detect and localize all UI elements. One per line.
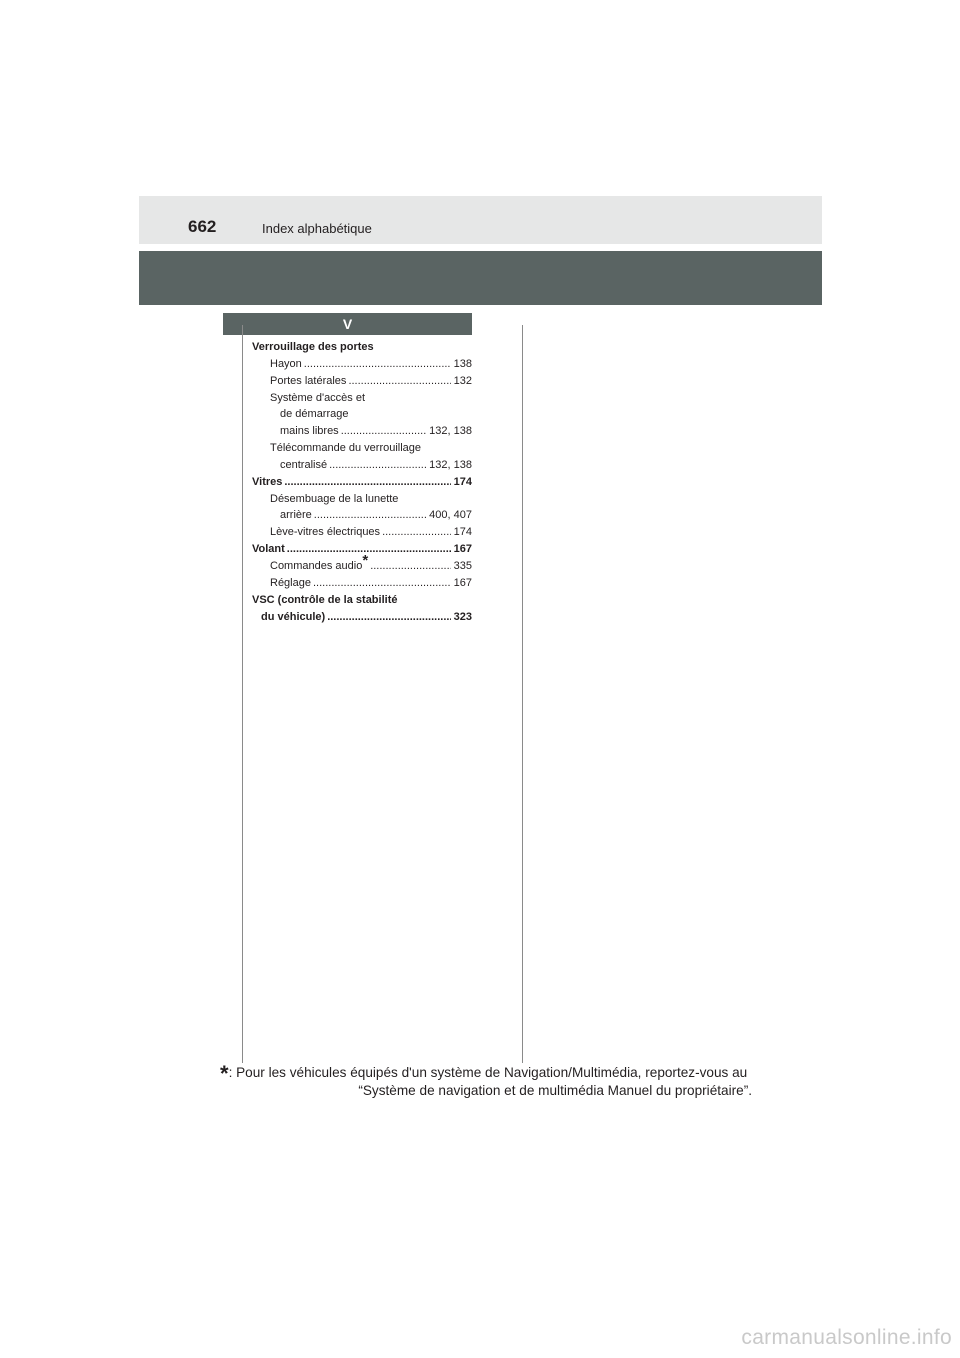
entry-label: de démarrage	[280, 408, 349, 421]
leader-dots	[382, 524, 451, 541]
footnote-line-1: : Pour les véhicules équipés d'un système de Navigation/Multimédia, reportez-vous au	[228, 1065, 748, 1080]
leader-dots	[287, 541, 451, 558]
entry-pages: 132	[453, 374, 472, 387]
index-entry	[252, 356, 472, 373]
index-letter-heading: V	[223, 313, 472, 335]
index-entry	[252, 575, 472, 592]
index-entry	[252, 423, 472, 440]
asterisk-marker: *	[362, 551, 369, 569]
column-divider-right	[522, 325, 523, 1063]
entry-label: Verrouillage des portes	[252, 341, 374, 353]
entry-label-text: Commandes audio	[270, 559, 363, 572]
column-divider-left	[242, 325, 243, 1063]
entry-label: mains libres	[280, 425, 339, 438]
page-header	[139, 196, 822, 244]
entry-pages: 323	[453, 610, 472, 623]
watermark: carmanualsonline.info	[741, 1326, 952, 1349]
entry-pages: 167	[453, 543, 472, 556]
footnote	[220, 1061, 752, 1100]
footnote-asterisk: *	[220, 1061, 229, 1086]
leader-dots	[370, 558, 450, 575]
entry-pages: 138	[453, 357, 472, 370]
leader-dots	[313, 575, 451, 592]
index-entry	[252, 507, 472, 524]
entry-label: centralisé	[280, 458, 328, 471]
entry-label: Télécommande du verrouillage	[270, 442, 422, 455]
entry-pages: 174	[453, 526, 472, 539]
leader-dots	[329, 457, 426, 474]
leader-dots	[314, 507, 426, 524]
leader-dots	[284, 474, 450, 491]
entry-pages: 132, 138	[429, 458, 472, 471]
footnote-line-2: “Système de navigation et de multimédia Manuel du propriétaire”.	[358, 1083, 752, 1098]
entry-label: VSC (contrôle de la stabilité	[252, 593, 398, 606]
index-entry	[252, 609, 472, 626]
entry-label: Vitres	[252, 475, 283, 488]
leader-dots	[304, 356, 451, 373]
entry-label: Lève-vitres électriques	[270, 526, 381, 539]
title-band	[139, 251, 822, 305]
entry-label: Portes latérales	[270, 374, 347, 387]
entry-pages: 400, 407	[429, 509, 472, 522]
entry-label: Volant	[252, 543, 285, 556]
entry-label: du véhicule)	[261, 610, 326, 623]
leader-dots	[348, 373, 450, 390]
entry-pages: 167	[453, 576, 472, 589]
index-entry	[252, 373, 472, 390]
index-entry	[252, 551, 472, 575]
leader-dots	[341, 423, 426, 440]
entry-pages: 335	[453, 559, 472, 572]
entry-label: Hayon	[270, 357, 302, 370]
index-entry	[252, 390, 472, 407]
page-number: 662	[188, 217, 217, 236]
index-entry	[252, 524, 472, 541]
index-entry	[252, 440, 472, 457]
entry-label	[270, 551, 369, 575]
index-entry	[252, 406, 472, 423]
index-entry	[252, 339, 472, 356]
entry-label: Désembuage de la lunette	[270, 492, 399, 505]
index-entry	[252, 474, 472, 491]
entry-label: Système d'accès et	[270, 391, 366, 404]
leader-dots	[327, 609, 450, 626]
index-entry	[252, 592, 472, 609]
entry-pages: 174	[453, 475, 472, 488]
entry-label: arrière	[280, 509, 312, 522]
index-entry	[252, 491, 472, 508]
entry-pages: 132, 138	[429, 425, 472, 438]
entry-label: Réglage	[270, 576, 311, 589]
index-list	[252, 339, 472, 625]
section-title: Index alphabétique	[262, 221, 372, 236]
index-entry	[252, 457, 472, 474]
